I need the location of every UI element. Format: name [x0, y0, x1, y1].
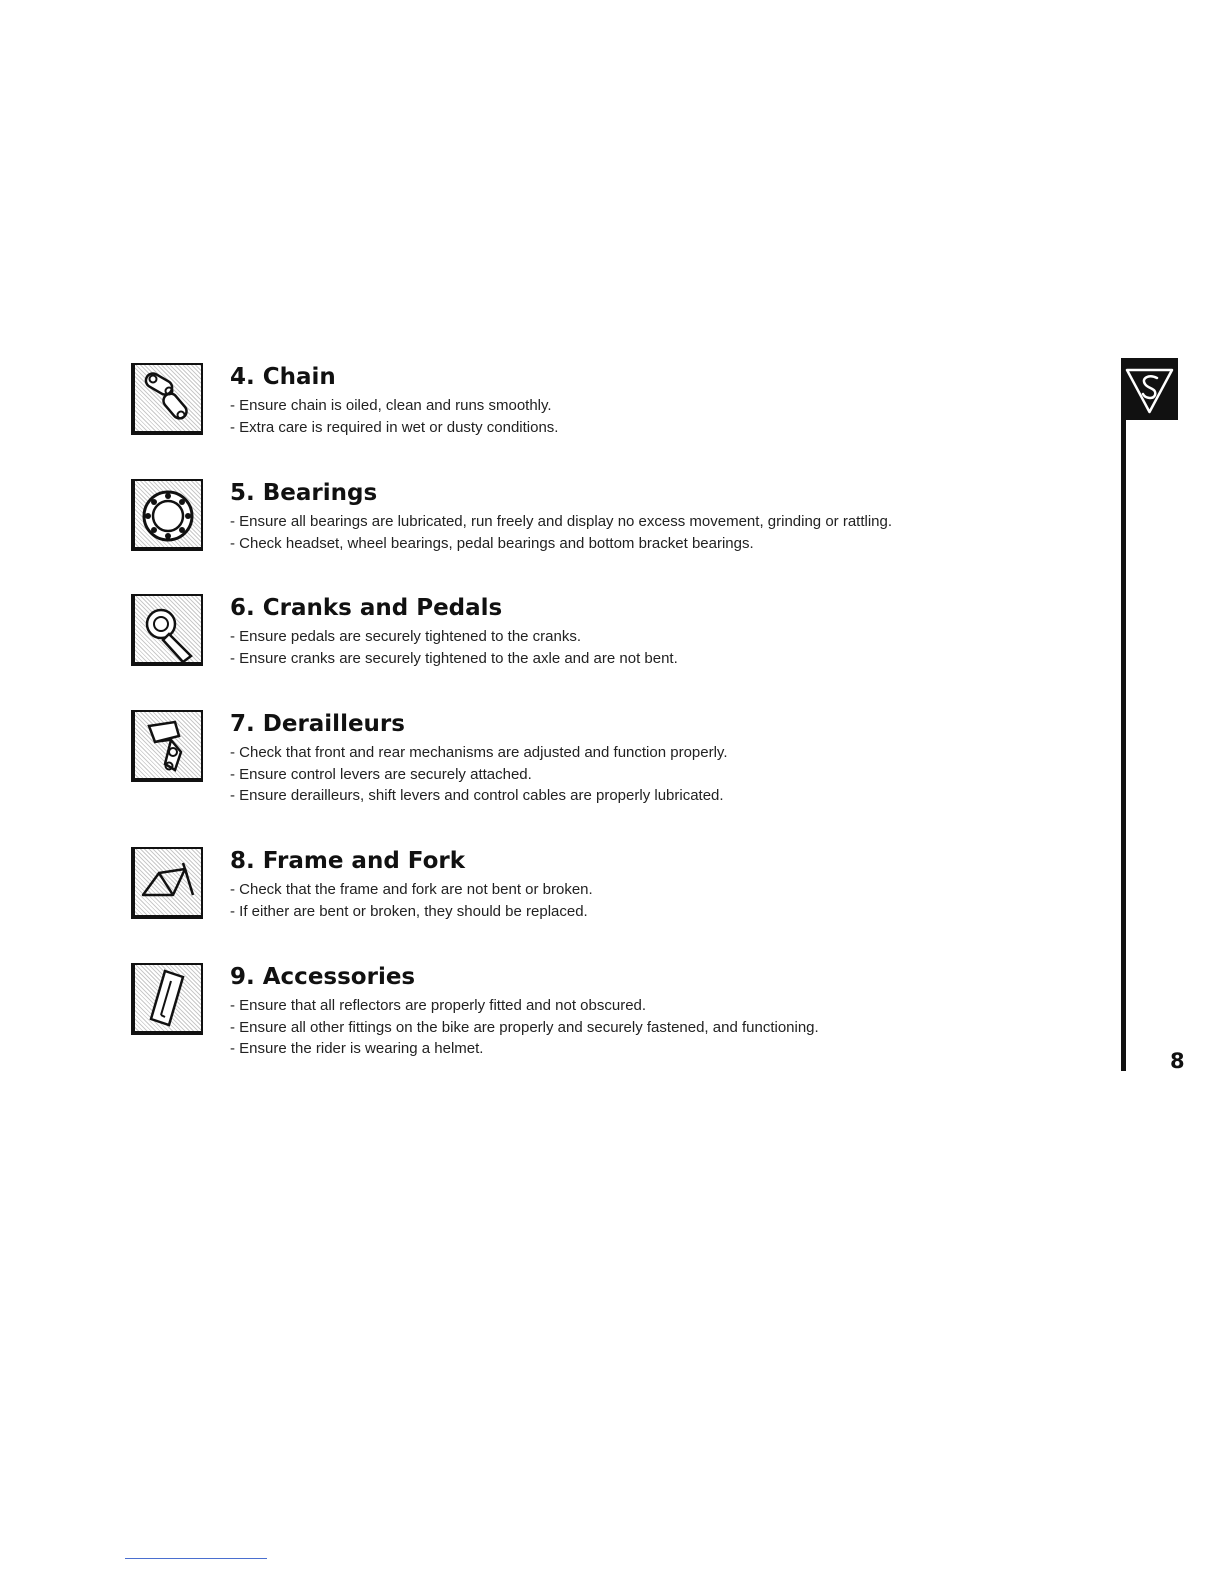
- side-margin-rule: [1121, 358, 1126, 1071]
- section-lines: [230, 742, 727, 807]
- derailleur-icon: [131, 710, 203, 782]
- section-line: - Ensure pedals are securely tightened to the cranks.: [230, 628, 582, 645]
- chain-icon: [131, 363, 203, 435]
- section-line: - Ensure all other fittings on the bike are properly and securely fastened, and functioning.: [230, 1018, 819, 1036]
- section-line: - Check that front and rear mechanisms are adjusted and function properly.: [230, 744, 728, 761]
- section-heading: 4. Chain: [230, 364, 336, 390]
- section-lines: [230, 879, 593, 922]
- section-line: - Ensure derailleurs, shift levers and control cables are properly lubricated.: [230, 787, 724, 805]
- section-line: - Extra care is required in wet or dusty conditions.: [230, 418, 559, 436]
- bearing-icon: [131, 479, 203, 551]
- section-line: - If either are bent or broken, they should be replaced.: [230, 902, 588, 920]
- section-lines: [230, 995, 819, 1060]
- footer-rule: [125, 1558, 267, 1559]
- frame-icon: [131, 847, 203, 919]
- section-line: - Ensure all bearings are lubricated, run freely and display no excess movement, grinding or rattling.: [230, 513, 893, 530]
- section-heading: 6. Cranks and Pedals: [230, 595, 503, 621]
- section-heading: 9. Accessories: [230, 964, 416, 990]
- section-heading: 5. Bearings: [230, 480, 378, 506]
- section-line: - Ensure that all reflectors are properly fitted and not obscured.: [230, 997, 647, 1014]
- section-line: - Ensure the rider is wearing a helmet.: [230, 1040, 484, 1058]
- section-line: - Ensure control levers are securely attached.: [230, 765, 532, 783]
- page-number: 8: [1170, 1049, 1185, 1073]
- reflector-icon: [131, 963, 203, 1035]
- section-lines: [230, 395, 558, 438]
- section-heading: 8. Frame and Fork: [230, 848, 466, 874]
- section-line: - Check that the frame and fork are not bent or broken.: [230, 881, 593, 898]
- serpent-shield-logo-icon: [1121, 358, 1178, 420]
- section-line: - Ensure cranks are securely tightened to the axle and are not bent.: [230, 649, 678, 667]
- section-lines: [230, 511, 892, 554]
- section-line: - Ensure chain is oiled, clean and runs smoothly.: [230, 397, 552, 414]
- section-line: - Check headset, wheel bearings, pedal bearings and bottom bracket bearings.: [230, 534, 754, 552]
- section-heading: 7. Derailleurs: [230, 711, 405, 737]
- crank-icon: [131, 594, 203, 666]
- section-lines: [230, 626, 678, 669]
